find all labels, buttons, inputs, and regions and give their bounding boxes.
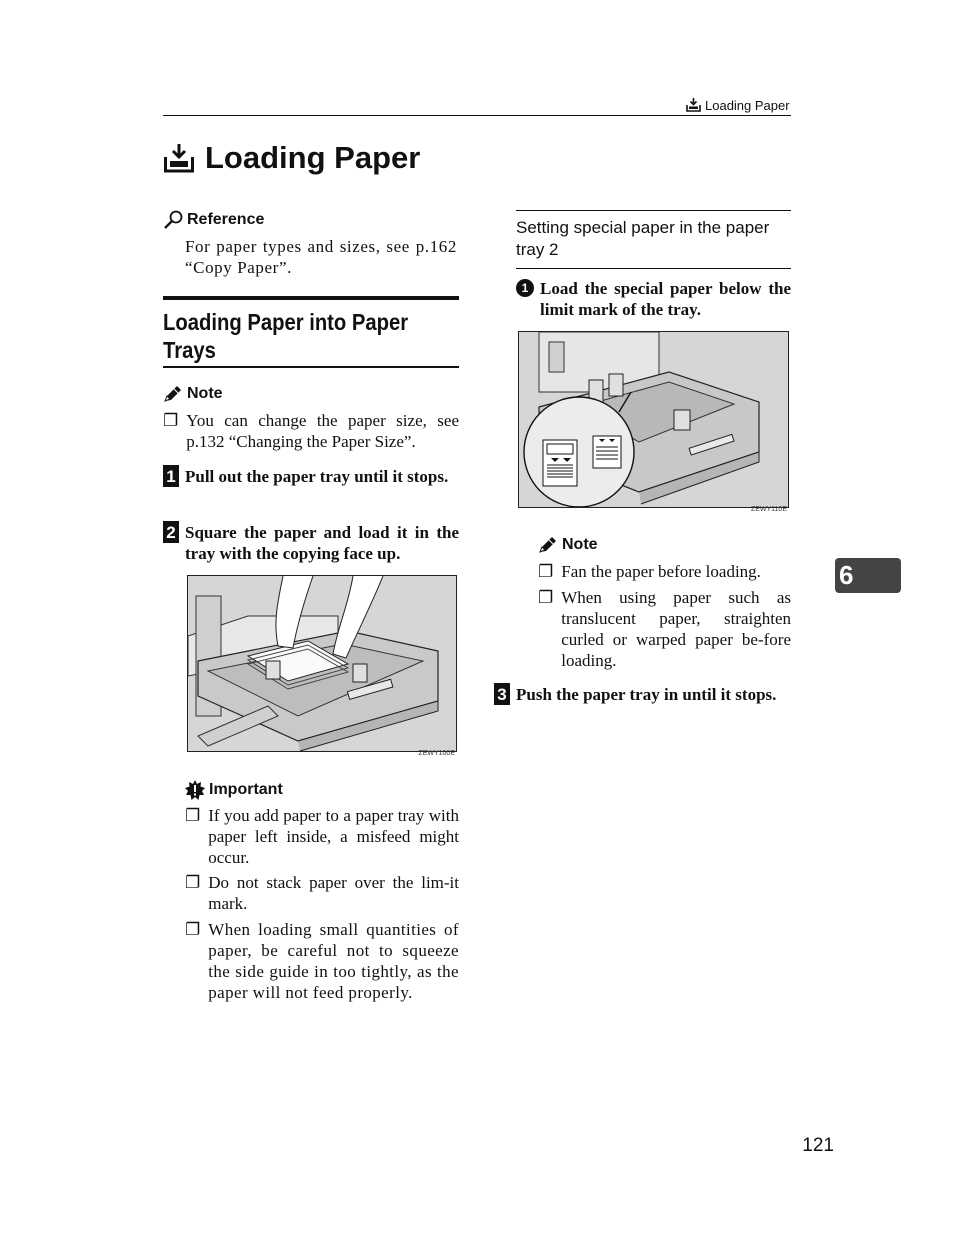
header-rule <box>163 115 791 116</box>
step-number: 2 <box>163 521 179 543</box>
checkbox-icon: ❐ <box>185 920 201 939</box>
page-title <box>163 136 420 180</box>
section-heading: Loading Paper into Paper Trays <box>163 296 459 368</box>
running-header <box>686 96 791 114</box>
substep-marker: 1 <box>516 279 534 297</box>
checkbox-icon: ❐ <box>538 562 554 581</box>
load-paper-icon <box>163 143 195 173</box>
page-title-text: Loading Paper <box>205 140 421 175</box>
important-label: Important <box>185 780 283 800</box>
step-text: Pull out the paper tray until it stops. <box>185 467 449 486</box>
pencil-icon <box>163 385 183 403</box>
pencil-icon <box>538 536 558 554</box>
important-item: ❐ If you add paper to a paper tray with paper left inside, a misfeed might occur. <box>185 806 459 867</box>
reference-label: Reference <box>163 210 264 230</box>
step-number: 3 <box>494 683 510 705</box>
reference-text: For paper types and sizes, see p.162 “Copy Paper”. <box>185 237 457 277</box>
figure-code: ZEWY110E <box>750 506 787 513</box>
step-text: Square the paper and load it in the tray with the copying face up. <box>185 523 459 563</box>
note-item: ❐ Fan the paper before loading. <box>538 562 761 581</box>
paper-tray-illustration <box>187 575 457 752</box>
tray-limit-drawing <box>519 332 788 507</box>
step-2 <box>163 522 459 564</box>
note-label: Note <box>163 385 223 403</box>
important-item: ❐ When loading small quantities of paper, be careful not to squeeze the side guide in too tightly, as the paper will not feed properly. <box>185 920 459 1002</box>
figure-code: ZEWY100E <box>418 750 455 757</box>
step-number: 1 <box>163 465 179 487</box>
special-paper-illustration <box>518 331 789 508</box>
load-paper-icon <box>686 98 701 112</box>
chapter-tab: 6 <box>835 558 901 593</box>
checkbox-icon: ❐ <box>163 411 179 430</box>
note-item: ❐ When using paper such as translucent paper, straighten curled or warped paper be-fore loading. <box>538 588 791 670</box>
step-1 <box>163 466 459 487</box>
tray-loading-drawing <box>188 576 456 751</box>
important-item: ❐ Do not stack paper over the lim-it mark. <box>185 873 459 913</box>
running-header-text: Loading Paper <box>705 97 790 113</box>
magnifier-icon <box>163 210 183 230</box>
subheading: Setting special paper in the paper tray 2 <box>516 210 791 269</box>
important-icon <box>185 780 205 800</box>
substep-text: Load the special paper below the limit mark of the tray. <box>540 279 791 319</box>
step-text: Push the paper tray in until it stops. <box>516 685 777 704</box>
note-item: ❐ You can change the paper size, see p.132 “Changing the Paper Size”. <box>163 411 459 451</box>
page-number: 121 <box>802 1135 834 1156</box>
substep-1 <box>516 278 791 320</box>
step-3 <box>494 684 791 705</box>
checkbox-icon: ❐ <box>185 873 201 892</box>
checkbox-icon: ❐ <box>538 588 554 607</box>
checkbox-icon: ❐ <box>185 806 201 825</box>
note-label: Note <box>538 536 598 554</box>
